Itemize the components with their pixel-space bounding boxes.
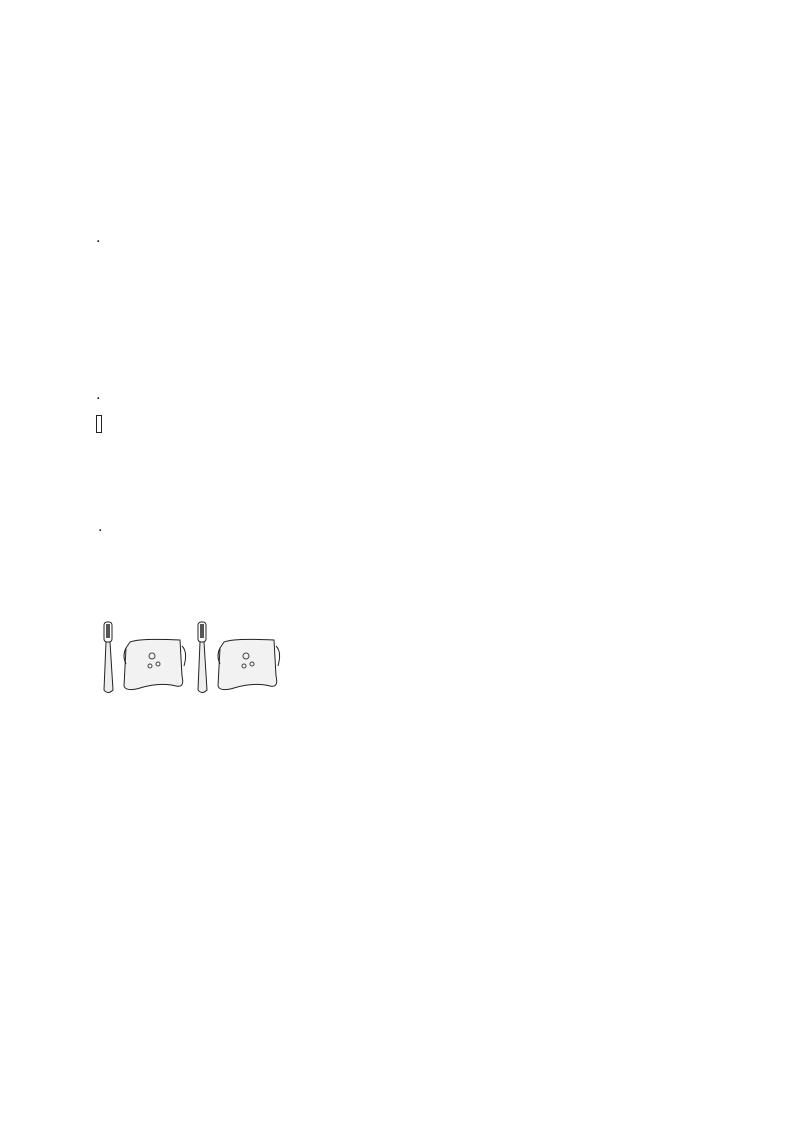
toothbrush-icon <box>96 620 120 696</box>
q1-circles-row <box>96 257 114 277</box>
q2-line2 <box>96 414 102 434</box>
q3-bottom-row: . <box>98 519 103 535</box>
q2-boxed-note <box>96 415 102 433</box>
towel-icon <box>214 636 284 696</box>
teacher-row <box>96 836 282 864</box>
toothbrush-icon <box>190 620 214 696</box>
towel-icon <box>120 636 190 696</box>
student-row <box>96 868 282 896</box>
q1-squares-row <box>96 286 128 306</box>
q4-row <box>96 620 284 696</box>
q1-triangles-row: . <box>96 230 101 246</box>
q2-line1: . <box>96 387 101 403</box>
